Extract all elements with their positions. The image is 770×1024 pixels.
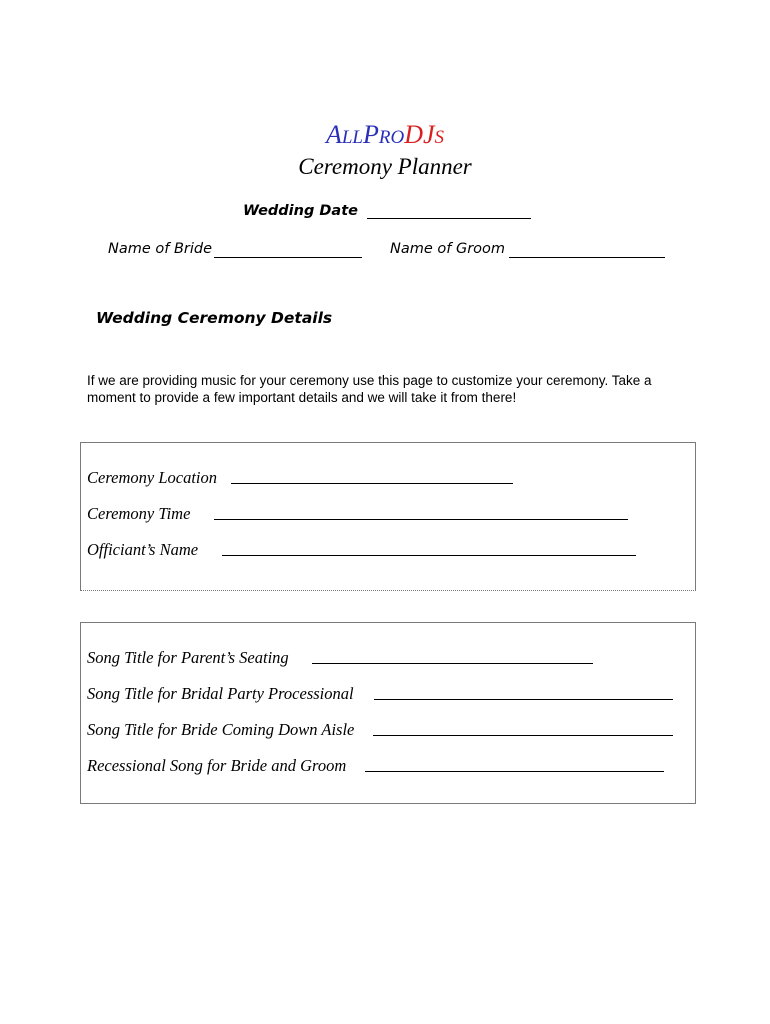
logo-dj: DJ — [404, 120, 435, 149]
processional-label: Song Title for Bridal Party Processional — [87, 684, 354, 703]
ceremony-time-label: Ceremony Time — [87, 504, 191, 523]
ceremony-location-field[interactable] — [231, 483, 513, 484]
bride-name-label: Name of Bride — [108, 241, 213, 257]
groom-name-field[interactable] — [509, 257, 665, 258]
recessional-field[interactable] — [365, 771, 664, 772]
intro-paragraph: If we are providing music for your ceremony use this page to customize your ceremony. Take a moment to provide a few important details and we will take it from there! — [87, 373, 652, 405]
company-logo — [0, 120, 770, 153]
parents-seating-label: Song Title for Parent’s Seating — [87, 648, 289, 667]
wedding-date-field[interactable] — [367, 218, 531, 219]
page-title: Ceremony Planner — [298, 154, 472, 179]
logo-a: A — [325, 120, 342, 149]
groom-name-label: Name of Groom — [390, 241, 506, 257]
parents-seating-field[interactable] — [312, 663, 593, 664]
ceremony-time-field[interactable] — [214, 519, 628, 520]
box-divider — [80, 590, 696, 591]
processional-field[interactable] — [374, 699, 673, 700]
bride-aisle-label: Song Title for Bride Coming Down Aisle — [87, 720, 355, 739]
officiant-name-field[interactable] — [222, 555, 636, 556]
ceremony-location-label: Ceremony Location — [87, 468, 217, 487]
bride-aisle-field[interactable] — [373, 735, 673, 736]
bride-name-field[interactable] — [214, 257, 362, 258]
logo-s: S — [434, 127, 445, 148]
wedding-date-label: Wedding Date — [243, 203, 358, 219]
recessional-label: Recessional Song for Bride and Groom — [87, 756, 347, 775]
logo-ro: RO — [378, 127, 405, 148]
logo-ll: LL — [341, 127, 363, 148]
section-heading: Wedding Ceremony Details — [96, 309, 333, 327]
officiant-name-label: Officiant’s Name — [87, 540, 199, 559]
logo-p: P — [362, 120, 379, 149]
